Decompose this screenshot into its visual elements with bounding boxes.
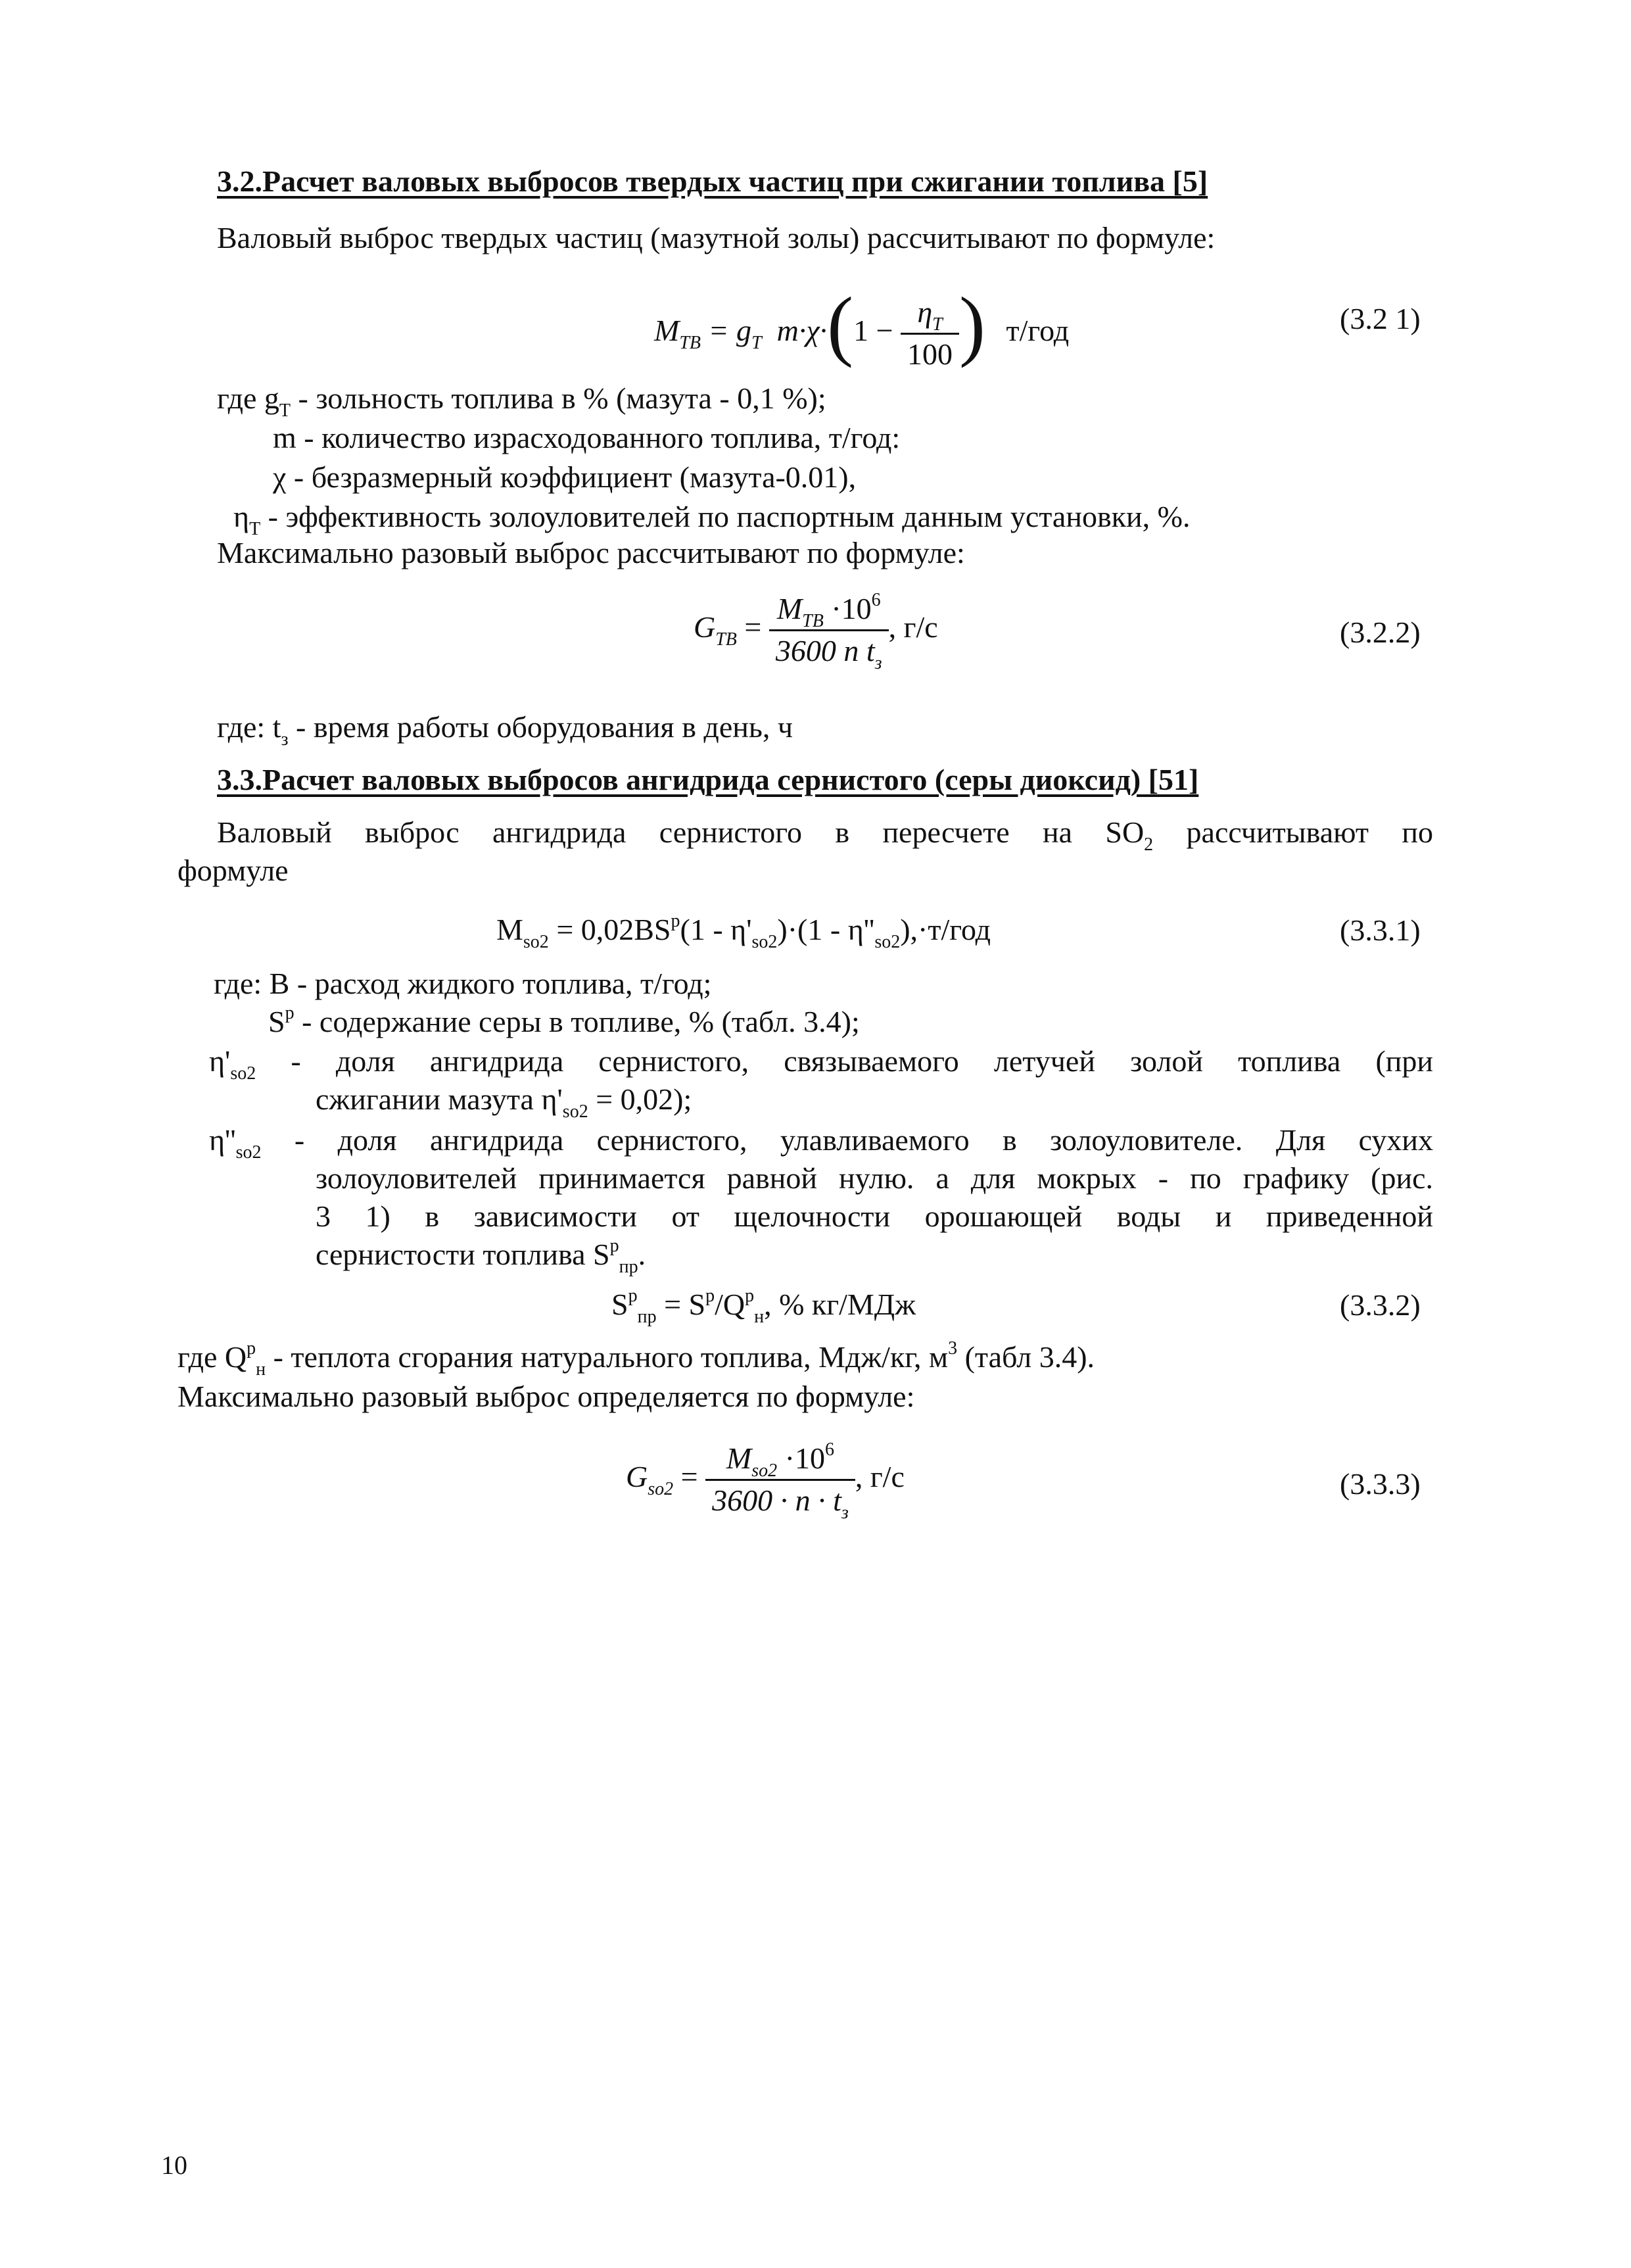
where-S-item: $S^p$ - содержание серы в топливе, % (табл. 3.4); — [268, 1003, 860, 1038]
where-eta2-line1: $\eta''_{so2}$ - доля ангидрида сернистого, улавливаемого в золоуловителе. Для сухих — [209, 1123, 1433, 1163]
formula-3-3-3: $G_{so2}$ = $\frac{M_{so2} \cdot 10^6}{3600 \cdot n \cdot t_з}$ , г/с — [626, 1439, 905, 1523]
formula-3-3-1-label: (3.3.1) — [1340, 913, 1421, 947]
where-eta2-line2: золоуловителей принимается равной нулю. а для мокрых - по графику (рис. — [316, 1161, 1433, 1195]
max-emission-text-3-3: Максимально разовый выброс определяется по формуле: — [177, 1380, 915, 1413]
formula-3-2-1: $M_{ТВ} = g_T$ m·χ·(1 − $\frac{\eta_T}{100}$ ) т/год — [654, 281, 1070, 371]
max-emission-text-3-2: Максимально разовый выброс рассчитывают по формуле: — [217, 536, 965, 569]
where-chi-item: χ - безразмерный коэффициент (мазута-0.01), — [273, 460, 857, 494]
where-m-item: m - количество израсходованного топлива, т/год: — [273, 421, 901, 454]
section-3-3-intro-line2: формуле — [177, 854, 289, 887]
formula-3-2-2-label: (3.2.2) — [1340, 615, 1421, 649]
section-3-2-heading: 3.2.Расчет валовых выбросов твердых частиц при сжигании топлива [5] — [217, 164, 1208, 198]
where-eta1-line1: $\eta'_{so2}$ - доля ангидрида сернистого, связываемого летучей золой топлива (при — [209, 1044, 1433, 1084]
where-Q-item: где $Q^p_н$ - теплота сгорания натурального топлива, Мдж/кг, $м^3$ (табл 3.4). — [177, 1338, 1095, 1380]
section-3-2-intro: Валовый выброс твердых частиц (мазутной золы) рассчитывают по формуле: — [217, 221, 1216, 254]
section-3-3-heading: 3.3.Расчет валовых выбросов ангидрида сернистого (серы диоксид) [51] — [217, 763, 1199, 796]
formula-3-3-2-label: (3.3.2) — [1340, 1288, 1421, 1322]
where-eta1-line2: сжигании мазута $\eta'_{so2} = 0,02$); — [316, 1082, 692, 1122]
where-t-item: где: $t_з$ - время работы оборудования в день, ч — [217, 710, 793, 750]
formula-3-2-2: $G_{ТВ}$ = $\frac{M_{ТВ} \cdot 10^6}{3600 n t_з}$ , г/с — [694, 590, 938, 673]
where-g-item: где $g_T$ - зольность топлива в % (мазута - 0,1 %); — [217, 381, 826, 421]
where-eta2-line3: 3 1) в зависимости от щелочности орошающей воды и приведенной — [316, 1199, 1433, 1233]
formula-3-2-1-label: (3.2 1) — [1340, 302, 1421, 335]
where-eta-item: $\eta_T$ - эффективность золоуловителей по паспортным данным установки, %. — [233, 500, 1191, 539]
formula-3-3-3-label: (3.3.3) — [1340, 1467, 1421, 1501]
formula-3-3-2: $S^p_{пр} = S^p/Q^p_н$, % кг/МДж — [611, 1286, 916, 1327]
section-3-3-intro-line1: Валовый выброс ангидрида сернистого в пересчете на $SO_2$ рассчитывают по — [217, 815, 1433, 855]
where-B-item: где: B - расход жидкого топлива, т/год; — [214, 967, 712, 1000]
page-number: 10 — [161, 2150, 187, 2180]
formula-3-3-1: $M_{so2} = 0,02BS^p(1 - \eta'_{so2})\cdot(1 - \eta''_{so2}),\cdot т/год$ — [496, 911, 991, 952]
where-eta2-line4: сернистости топлива $S^p_{пр}$. — [316, 1236, 646, 1277]
